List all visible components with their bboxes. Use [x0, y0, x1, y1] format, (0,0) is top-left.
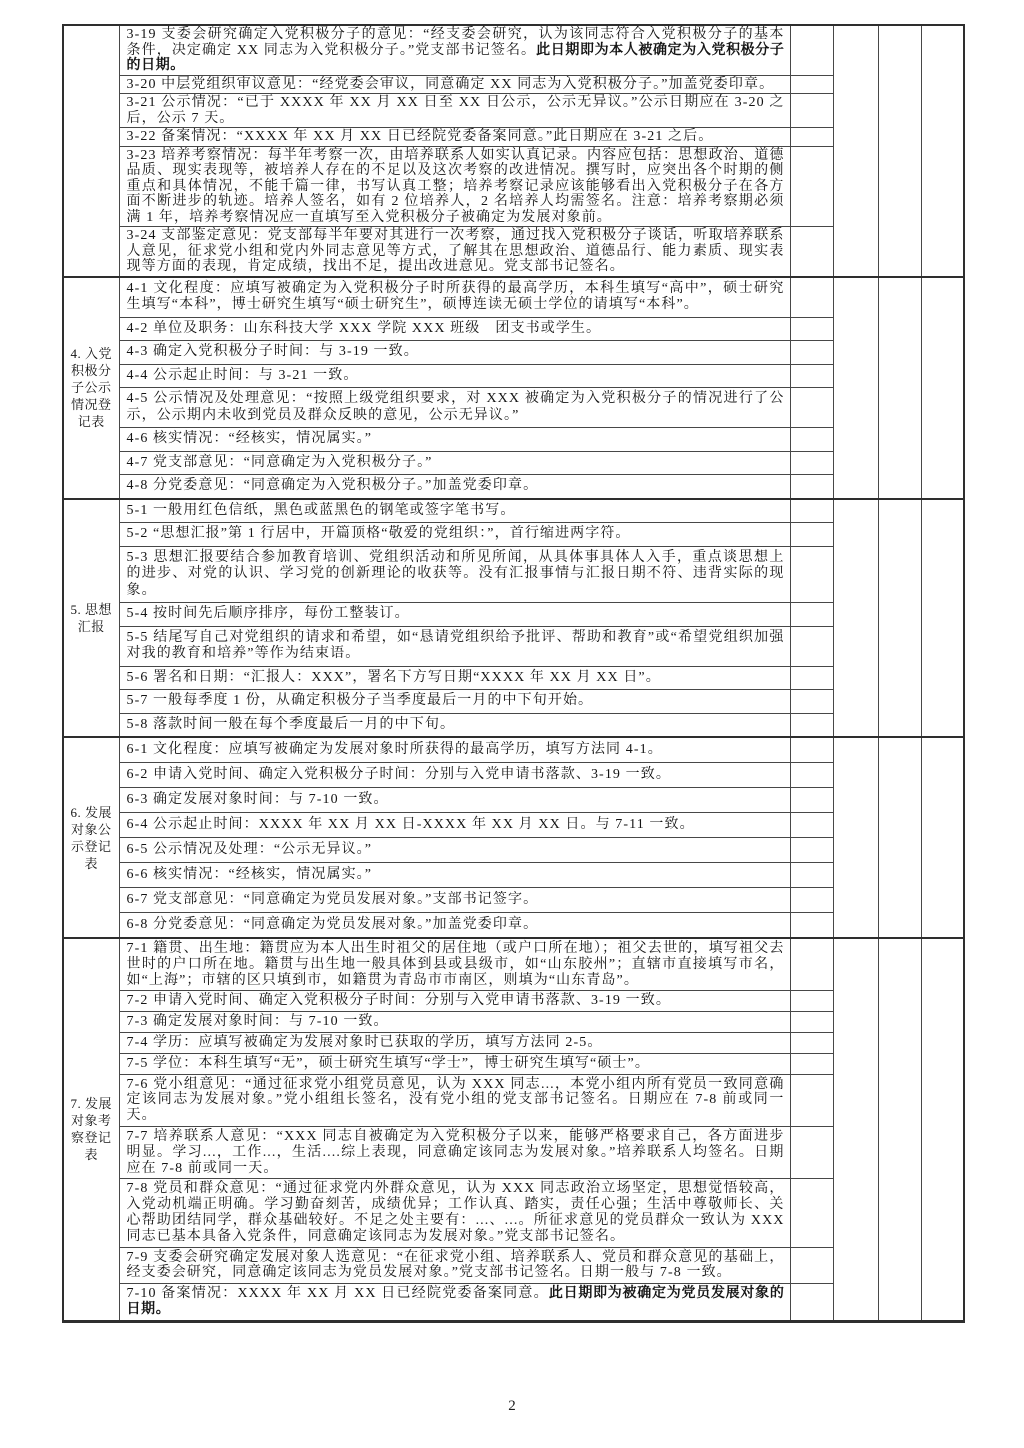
table-row — [63, 128, 964, 147]
table-row — [63, 1074, 964, 1126]
check-cell — [790, 1053, 833, 1074]
review-cell-2 — [878, 737, 921, 938]
check-cell — [790, 713, 833, 737]
table-row — [63, 1126, 964, 1178]
requirement-text: 6-6 核实情况：“经核实，情况属实。” — [126, 867, 373, 882]
table-row — [63, 1053, 964, 1074]
requirement-text: 3-19 支委会研究确定入党积极分子的意见：“经支委会研究，认为该同志符合入党积极分子的基本条件，决定确定 XX 同志为入党积极分子。”党支部书记签名。 — [126, 27, 785, 58]
table-row — [63, 341, 964, 365]
review-cell-2 — [878, 277, 921, 499]
requirement-cell — [119, 277, 790, 318]
requirement-text: 7-10 备案情况：XXXX 年 XX 月 XX 日已经院党委备案同意。 — [126, 1286, 549, 1302]
requirement-text: 7-6 党小组意见：“通过征求党小组党员意见，认为 XXX 同志...，本党小组内所有党员一致同意确定该同志为发展对象。”党小组组长签名，没有党小组的党支部书记签名。日期应在 7-8 前或同一天。 — [126, 1076, 785, 1124]
requirement-cell — [119, 475, 790, 499]
requirement-text: 6-7 党支部意见：“同意确定为党员发展对象。”支部书记签字。 — [126, 892, 539, 907]
table-row — [63, 763, 964, 788]
requirement-text: 7-1 籍贯、出生地：籍贯应为本人出生时祖父的居住地（或户口所在地）；祖父去世的，填写祖父去世时的户口所在地。籍贯与出生地一般具体到县或县级市，如“山东胶州”；直辖市直接填写市名，如“上海”；市辖的区只填到市，如籍贯为青岛市市南区，则填为“山东青岛”。 — [126, 941, 785, 988]
table-row — [63, 146, 964, 227]
requirement-text: 7-8 党员和群众意见：“通过征求党内外群众意见，认为 XXX 同志政治立场坚定，思想觉悟较高，入党动机端正明确。学习勤奋刻苦，成绩优异；工作认真、踏实，责任心强；生活中尊敬师长、关心帮助团结同学，群众基础较好。不足之处主要有：...、...。所征求意见的党员群众一致认为 XXX 同志已基本具备入党条件，同意确定该同志为发展对象。”党支部书记签名。 — [126, 1181, 785, 1244]
table-row — [63, 364, 964, 388]
review-cell-3 — [921, 938, 964, 1321]
review-cell-2 — [878, 25, 921, 277]
check-cell — [790, 523, 833, 547]
requirement-cell — [119, 888, 790, 913]
requirement-cell — [119, 626, 790, 666]
requirement-text: 7-3 确定发展对象时间：与 7-10 一致。 — [126, 1014, 389, 1030]
requirement-cell — [119, 364, 790, 388]
requirement-text: 5-3 思想汇报要结合参加教育培训、党组织活动和所见所闻，从具体事具体人入手，重点谈思想上的进步、对党的认识、学习党的创新理论的收获等。没有汇报事情与汇报日期不符、违背实际的现象。 — [126, 549, 785, 598]
requirement-text: 5-2 “思想汇报”第 1 行居中，开篇顶格“敬爱的党组织：”，首行缩进两字符。 — [126, 526, 631, 541]
requirement-cell — [119, 94, 790, 128]
check-cell — [790, 1247, 833, 1284]
check-cell — [790, 888, 833, 913]
requirement-cell — [119, 913, 790, 939]
requirement-text: 6-1 文化程度：应填写被确定为发展对象时所获得的最高学历，填写方法同 4-1。 — [126, 742, 663, 757]
requirement-cell — [119, 499, 790, 523]
requirement-cell — [119, 813, 790, 838]
review-cell-3 — [921, 25, 964, 277]
review-cell-1 — [833, 737, 878, 938]
requirement-text: 7-4 学历：应填写被确定为发展对象时已获取的学历，填写方法同 2-5。 — [126, 1034, 603, 1050]
requirement-text: 7-2 申请入党时间、确定入党积极分子时间：分别与入党申请书落款、3-19 一致。 — [126, 993, 671, 1009]
table-row — [63, 94, 964, 128]
check-cell — [790, 388, 833, 428]
check-cell — [790, 1126, 833, 1178]
table-row — [63, 838, 964, 863]
check-cell — [790, 428, 833, 452]
check-cell — [790, 838, 833, 863]
requirement-cell — [119, 1284, 790, 1322]
requirement-cell — [119, 428, 790, 452]
requirement-text: 4-2 单位及职务：山东科技大学 XXX 学院 XXX 班级 团支书或学生。 — [126, 320, 602, 336]
review-cell-1 — [833, 938, 878, 1321]
check-cell — [790, 128, 833, 147]
table-row — [63, 523, 964, 547]
table-row — [63, 603, 964, 627]
requirement-cell — [119, 938, 790, 991]
check-cell — [790, 1012, 833, 1033]
review-cell-3 — [921, 499, 964, 738]
table-row — [63, 25, 964, 75]
review-cell-1 — [833, 25, 878, 277]
check-cell — [790, 763, 833, 788]
check-cell — [790, 94, 833, 128]
requirement-cell — [119, 341, 790, 365]
table-row — [63, 1032, 964, 1053]
review-cell-2 — [878, 499, 921, 738]
requirement-cell — [119, 1126, 790, 1178]
requirement-text: 4-4 公示起止时间：与 3-21 一致。 — [126, 367, 359, 383]
requirement-text: 6-5 公示情况及处理：“公示无异议。” — [126, 842, 373, 857]
requirement-text: 7-9 支委会研究确定发展对象人选意见：“在征求党小组、培养联系人、党员和群众意见的基础上，经支委会研究，同意确定该同志为党员发展对象。”党支部书记签名。日期一般与 7-8 一致。 — [126, 1249, 785, 1281]
table-row — [63, 277, 964, 318]
table-row — [63, 737, 964, 763]
check-cell — [790, 813, 833, 838]
check-cell — [790, 603, 833, 627]
requirement-cell — [119, 146, 790, 227]
check-cell — [790, 451, 833, 475]
check-cell — [790, 1284, 833, 1322]
requirement-cell — [119, 317, 790, 341]
table-row — [63, 546, 964, 603]
requirement-cell — [119, 1053, 790, 1074]
review-cell-1 — [833, 277, 878, 499]
requirement-text: 4-5 公示情况及处理意见：“按照上级党组织要求，对 XXX 被确定为入党积极分子的情况进行了公示，公示期内未收到党员及群众反映的意见，公示无异议。” — [126, 391, 785, 423]
requirement-cell — [119, 75, 790, 94]
section-label: 7. 发展对象考察登记表 — [63, 938, 119, 1321]
table-row — [63, 1179, 964, 1247]
table-row — [63, 499, 964, 523]
table-row — [63, 227, 964, 277]
requirement-cell — [119, 523, 790, 547]
review-cell-3 — [921, 277, 964, 499]
requirement-text: 3-21 公示情况：“已于 XXXX 年 XX 月 XX 日至 XX 日公示，公示无异议。”公示日期应在 3-20 之后，公示 7 天。 — [126, 95, 785, 126]
requirement-text: 3-22 备案情况：“XXXX 年 XX 月 XX 日已经院党委备案同意。”此日期应在 3-21 之后。 — [126, 129, 714, 144]
check-cell — [790, 25, 833, 75]
requirement-text: 5-7 一般每季度 1 份，从确定积极分子当季度最后一月的中下旬开始。 — [126, 693, 594, 708]
check-cell — [790, 364, 833, 388]
check-cell — [790, 737, 833, 763]
requirement-cell — [119, 25, 790, 75]
requirement-cell — [119, 788, 790, 813]
requirement-cell — [119, 991, 790, 1012]
requirement-text: 6-2 申请入党时间、确定入党积极分子时间：分别与入党申请书落款、3-19 一致。 — [126, 767, 671, 782]
requirement-text: 3-24 支部鉴定意见：党支部每半年要对其进行一次考察，通过找入党积极分子谈话，听取培养联系人意见，征求党小组和党内外同志意见等方式，了解其在思想政治、道德品行、能力素质、现实表现等方面的表现，肯定成绩，找出不足，提出改进意见。党支部书记签名。 — [126, 228, 785, 274]
requirement-text: 5-6 署名和日期：“汇报人：XXX”，署名下方写日期“XXXX 年 XX 月 XX 日”。 — [126, 669, 661, 685]
check-cell — [790, 938, 833, 991]
check-cell — [790, 690, 833, 714]
section-label — [63, 25, 119, 277]
table-row — [63, 666, 964, 690]
check-cell — [790, 1032, 833, 1053]
requirement-cell — [119, 388, 790, 428]
page-number: 2 — [508, 1398, 516, 1414]
requirement-cell — [119, 690, 790, 714]
table-row — [63, 863, 964, 888]
check-cell — [790, 1179, 833, 1247]
requirement-text: 3-20 中层党组织审议意见：“经党委会审议，同意确定 XX 同志为入党积极分子。”加盖党委印章。 — [126, 76, 775, 92]
section-label: 4. 入党积极分子公示情况登记表 — [63, 277, 119, 499]
table-row — [63, 451, 964, 475]
table-row — [63, 913, 964, 939]
check-cell — [790, 626, 833, 666]
requirement-text: 5-4 按时间先后顺序排序，每份工整装订。 — [126, 606, 410, 621]
section-label: 6. 发展对象公示登记表 — [63, 737, 119, 938]
requirement-text: 6-3 确定发展对象时间：与 7-10 一致。 — [126, 792, 389, 807]
check-cell — [790, 75, 833, 94]
requirement-text: 5-1 一般用红色信纸，黑色或蓝黑色的钢笔或签字笔书写。 — [126, 502, 516, 518]
requirement-cell — [119, 1179, 790, 1247]
check-cell — [790, 227, 833, 277]
review-cell-2 — [878, 938, 921, 1321]
check-cell — [790, 913, 833, 939]
requirement-text: 4-3 确定入党积极分子时间：与 3-19 一致。 — [126, 344, 419, 359]
requirement-text-bold: 此日期即为本人被确定为入党积极分子的日期。 — [126, 42, 785, 73]
requirement-cell — [119, 737, 790, 763]
check-cell — [790, 546, 833, 603]
requirement-cell — [119, 713, 790, 737]
table-row — [63, 813, 964, 838]
requirement-text: 5-8 落款时间一般在每个季度最后一月的中下旬。 — [126, 716, 456, 732]
requirement-text: 4-1 文化程度：应填写被确定为入党积极分子时所获得的最高学历，本科生填写“高中”，硕士研究生填写“本科”，博士研究生填写“硕士研究生”，硕博连读无硕士学位的请填写“本科”。 — [126, 280, 785, 312]
requirement-text: 4-7 党支部意见：“同意确定为入党积极分子。” — [126, 454, 433, 470]
table-row — [63, 788, 964, 813]
requirement-cell — [119, 451, 790, 475]
table-row — [63, 1284, 964, 1322]
requirement-cell — [119, 227, 790, 277]
table-row — [63, 428, 964, 452]
requirement-cell — [119, 666, 790, 690]
requirement-cell — [119, 546, 790, 603]
requirement-cell — [119, 863, 790, 888]
requirement-cell — [119, 128, 790, 147]
section-label: 5. 思想汇报 — [63, 499, 119, 738]
table-row — [63, 888, 964, 913]
check-cell — [790, 499, 833, 523]
requirement-cell — [119, 838, 790, 863]
check-cell — [790, 317, 833, 341]
requirement-cell — [119, 763, 790, 788]
requirement-text: 6-4 公示起止时间：XXXX 年 XX 月 XX 日-XXXX 年 XX 月 XX 日。与 7-11 一致。 — [126, 817, 695, 832]
table-row — [63, 475, 964, 499]
check-cell — [790, 991, 833, 1012]
table-row — [63, 388, 964, 428]
requirement-cell — [119, 1012, 790, 1033]
table-row — [63, 1247, 964, 1284]
check-cell — [790, 1074, 833, 1126]
check-cell — [790, 788, 833, 813]
requirement-text: 4-6 核实情况：“经核实，情况属实。” — [126, 431, 373, 446]
requirement-text: 6-8 分党委意见：“同意确定为党员发展对象。”加盖党委印章。 — [126, 917, 539, 932]
requirement-text: 3-23 培养考察情况：每半年考察一次，由培养联系人如实认真记录。内容应包括：思想政治、道德品质、现实表现等，被培养人存在的不足以及这次考察的改进情况。撰写时，应突出各个时期的侧重点和具体情况，不能千篇一律，书写认真工整；培养考察记录应该能够看出入党积极分子在各方面不断进步的轨迹。培养人签名，如有 2 位培养人，2 名培养人均需签名。注意：培养考察期必须满 1 年，培养考察情况应一直填写至入党积极分子被确定为发展对象前。 — [126, 147, 785, 225]
check-cell — [790, 475, 833, 499]
check-cell — [790, 666, 833, 690]
check-cell — [790, 341, 833, 365]
check-cell — [790, 146, 833, 227]
requirement-cell — [119, 1247, 790, 1284]
table-row — [63, 690, 964, 714]
requirement-text: 7-5 学位：本科生填写“无”，硕士研究生填写“学士”，博士研究生填写“硕士”。 — [126, 1055, 650, 1071]
check-cell — [790, 863, 833, 888]
table-row — [63, 991, 964, 1012]
table-row — [63, 75, 964, 94]
table-row — [63, 626, 964, 666]
review-cell-1 — [833, 499, 878, 738]
requirement-cell — [119, 1032, 790, 1053]
table-row — [63, 1012, 964, 1033]
requirement-text: 4-8 分党委意见：“同意确定为入党积极分子。”加盖党委印章。 — [126, 478, 539, 493]
requirement-text-bold: 此日期即为被确定为党员发展对象的日期。 — [126, 1286, 785, 1317]
table-row — [63, 713, 964, 737]
table-row — [63, 938, 964, 991]
party-membership-checklist-table — [62, 24, 965, 1323]
requirement-text: 5-5 结尾写自己对党组织的请求和希望，如“恳请党组织给予批评、帮助和教育”或“希望党组织加强对我的教育和培养”等作为结束语。 — [126, 629, 785, 661]
review-cell-3 — [921, 737, 964, 938]
requirement-cell — [119, 603, 790, 627]
check-cell — [790, 277, 833, 318]
requirement-cell — [119, 1074, 790, 1126]
requirement-text: 7-7 培养联系人意见：“XXX 同志自被确定为入党积极分子以来，能够严格要求自己，各方面进步明显。学习...，工作...，生活....综上表现，同意确定该同志为发展对象。”培养联系人均签名。日期应在 7-8 前或同一天。 — [126, 1128, 785, 1176]
table-row — [63, 317, 964, 341]
